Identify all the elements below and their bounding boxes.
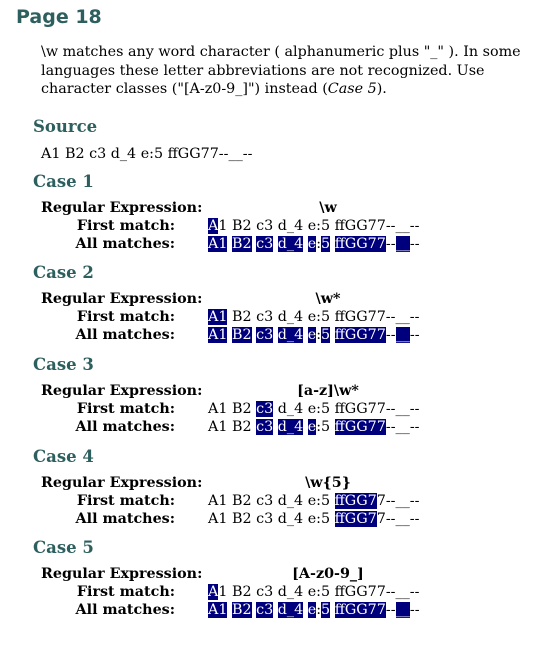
match-highlight: c3 bbox=[256, 401, 274, 417]
all-matches-label: All matches: bbox=[75, 327, 175, 343]
match-highlight: e bbox=[307, 602, 317, 618]
first-match-label: First match: bbox=[76, 584, 175, 600]
match-text: A1 B2 c3 d_4 e:5 bbox=[208, 511, 335, 527]
match-highlight: __ bbox=[395, 602, 410, 618]
match-text: d_4 e:5 ffGG77--__-- bbox=[273, 401, 420, 417]
match-highlight: c3 bbox=[256, 602, 274, 618]
match-highlight: A bbox=[208, 218, 219, 234]
match-text: 1 B2 c3 d_4 e:5 ffGG77--__-- bbox=[218, 218, 420, 234]
match-text: -- bbox=[409, 236, 420, 252]
regex-label: Regular Expression: bbox=[41, 291, 203, 307]
all-matches-string bbox=[208, 602, 420, 618]
first-match-string bbox=[208, 309, 419, 325]
case-title: Case 2 bbox=[33, 263, 94, 282]
match-highlight: ffGG7 bbox=[334, 511, 377, 527]
match-text: : bbox=[316, 602, 322, 618]
match-highlight: d_4 bbox=[277, 236, 304, 252]
match-highlight: A1 bbox=[208, 602, 228, 618]
match-highlight: e bbox=[307, 419, 317, 435]
source-string: A1 B2 c3 d_4 e:5 ffGG77--__-- bbox=[41, 146, 253, 162]
match-highlight: d_4 bbox=[277, 419, 304, 435]
match-text: : bbox=[316, 236, 322, 252]
regex-label: Regular Expression: bbox=[41, 200, 203, 216]
first-match-label: First match: bbox=[76, 218, 175, 234]
match-highlight: 5 bbox=[321, 327, 331, 343]
first-match-label: First match: bbox=[76, 401, 175, 417]
case-title: Case 1 bbox=[33, 172, 94, 191]
all-matches-string bbox=[208, 419, 420, 435]
match-highlight: ffGG7 bbox=[334, 493, 377, 509]
match-highlight: B2 bbox=[231, 327, 252, 343]
intro-text-end: ). bbox=[376, 81, 387, 97]
match-text: A1 B2 bbox=[208, 419, 257, 435]
regex-value: \w* bbox=[315, 291, 341, 307]
match-highlight: __ bbox=[395, 236, 410, 252]
first-match-string bbox=[208, 493, 419, 509]
match-text: -- bbox=[385, 236, 396, 252]
match-text: -- bbox=[385, 327, 396, 343]
all-matches-label: All matches: bbox=[75, 419, 175, 435]
first-match-string bbox=[208, 218, 419, 234]
match-highlight: d_4 bbox=[277, 327, 304, 343]
match-text: 7--__-- bbox=[376, 493, 420, 509]
match-highlight: A bbox=[208, 584, 219, 600]
regex-value: \w{5} bbox=[305, 475, 351, 491]
intro-text-start: \w matches any word character ( alphanumeric plus "_" ). In some languages these letter abbreviations are not recognized. Use character classes ("[A-z0-9_]") instead ( bbox=[41, 44, 521, 97]
match-text: 1 B2 c3 d_4 e:5 ffGG77--__-- bbox=[218, 584, 420, 600]
match-highlight: ffGG77 bbox=[334, 419, 386, 435]
first-match-label: First match: bbox=[76, 493, 175, 509]
match-highlight: A1 bbox=[208, 327, 228, 343]
case-reference: Case 5 bbox=[327, 81, 377, 97]
match-highlight: e bbox=[307, 236, 317, 252]
all-matches-label: All matches: bbox=[75, 602, 175, 618]
all-matches-label: All matches: bbox=[75, 511, 175, 527]
match-highlight: B2 bbox=[231, 602, 252, 618]
match-highlight: c3 bbox=[256, 419, 274, 435]
match-highlight: ffGG77 bbox=[334, 327, 386, 343]
match-highlight: d_4 bbox=[277, 602, 304, 618]
source-heading: Source bbox=[33, 117, 98, 136]
match-highlight: ffGG77 bbox=[334, 236, 386, 252]
match-text: : bbox=[316, 327, 322, 343]
match-text: A1 B2 bbox=[208, 401, 257, 417]
match-text: --__-- bbox=[385, 419, 420, 435]
first-match-string bbox=[208, 584, 419, 600]
match-text: -- bbox=[385, 602, 396, 618]
match-text: :5 bbox=[316, 419, 335, 435]
page-title: Page 18 bbox=[16, 6, 102, 28]
all-matches-string bbox=[208, 327, 420, 343]
first-match-string bbox=[208, 401, 419, 417]
match-text bbox=[330, 236, 335, 252]
match-text: -- bbox=[409, 327, 420, 343]
match-highlight: 5 bbox=[321, 602, 331, 618]
match-highlight: A1 bbox=[208, 309, 228, 325]
match-highlight: B2 bbox=[231, 236, 252, 252]
regex-value: \w bbox=[319, 200, 337, 216]
match-highlight: c3 bbox=[256, 327, 274, 343]
intro-paragraph bbox=[41, 43, 531, 99]
case-title: Case 5 bbox=[33, 538, 94, 557]
match-text bbox=[330, 327, 335, 343]
match-highlight: ffGG77 bbox=[334, 602, 386, 618]
match-text: -- bbox=[409, 602, 420, 618]
regex-label: Regular Expression: bbox=[41, 475, 203, 491]
all-matches-label: All matches: bbox=[75, 236, 175, 252]
case-title: Case 3 bbox=[33, 355, 94, 374]
match-highlight: __ bbox=[395, 327, 410, 343]
match-highlight: 5 bbox=[321, 236, 331, 252]
regex-label: Regular Expression: bbox=[41, 566, 203, 582]
first-match-label: First match: bbox=[76, 309, 175, 325]
regex-value: [a-z]\w* bbox=[297, 383, 359, 399]
match-text: B2 c3 d_4 e:5 ffGG77--__-- bbox=[227, 309, 420, 325]
match-highlight: A1 bbox=[208, 236, 228, 252]
all-matches-string bbox=[208, 236, 420, 252]
match-text bbox=[330, 602, 335, 618]
regex-label: Regular Expression: bbox=[41, 383, 203, 399]
match-text: A1 B2 c3 d_4 e:5 bbox=[208, 493, 335, 509]
case-title: Case 4 bbox=[33, 447, 94, 466]
match-text: 7--__-- bbox=[376, 511, 420, 527]
all-matches-string bbox=[208, 511, 419, 527]
regex-value: [A-z0-9_] bbox=[292, 566, 364, 582]
match-highlight: c3 bbox=[256, 236, 274, 252]
match-highlight: e bbox=[307, 327, 317, 343]
